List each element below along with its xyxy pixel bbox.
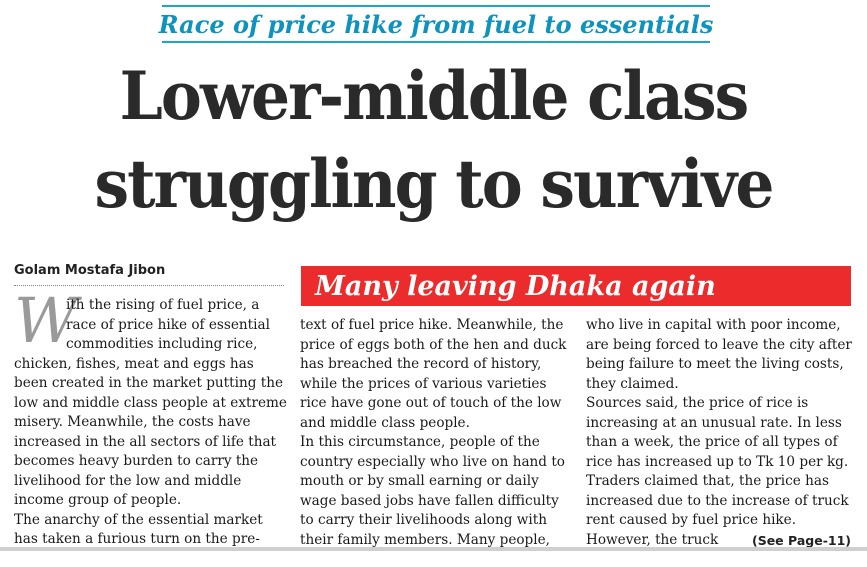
headline (30, 52, 836, 228)
column-line: ith the rising of fuel price, a (66, 297, 260, 313)
kicker-banner (158, 5, 714, 43)
column-line: while the prices of various varieties (300, 375, 547, 392)
column-line: increased in the all sectors of life that (14, 433, 277, 450)
column-line: commodities including rice, (66, 336, 258, 352)
column-line: low and middle class people at extreme (14, 394, 287, 411)
column-line: and middle class people. (300, 414, 470, 431)
column-line: increased due to the increase of truck (586, 492, 849, 509)
column-line: rice has increased up to Tk 10 per kg. (586, 453, 849, 470)
kicker-text: Race of price hike from fuel to essentials (158, 9, 714, 39)
column-line: being failure to meet the living costs, (586, 356, 844, 372)
drop-cap: W (14, 284, 78, 357)
column-line: than a week, the price of all types of (586, 434, 838, 450)
column-line: income group of people. (14, 492, 182, 508)
column-line: has breached the record of history, (300, 356, 542, 372)
column-line: The anarchy of the essential market (14, 511, 263, 528)
column-line: to carry their livelihoods along with (300, 512, 547, 528)
headline-line-2: struggling to survive (94, 145, 773, 223)
bottom-divider (0, 547, 867, 551)
headline-line-1: Lower-middle class (119, 57, 748, 135)
article-column-3 (586, 316, 861, 550)
column-line: been created in the market putting the (14, 375, 283, 391)
subhead-text: Many leaving Dhaka again (315, 270, 716, 302)
column-line: misery. Meanwhile, the costs have (14, 414, 251, 430)
column-line: are being forced to leave the city after (586, 336, 852, 353)
column-line: who live in capital with poor income, (586, 317, 841, 333)
column-line: race of price hike of essential (66, 316, 270, 333)
column-line: rice have gone out of touch of the low (300, 395, 562, 411)
column-line: In this circumstance, people of the (300, 434, 540, 450)
column-line: wage based jobs have fallen difficulty (300, 492, 559, 509)
subhead-banner (301, 266, 851, 306)
continuation-link[interactable]: (See Page-11) (751, 532, 851, 548)
byline: Golam Mostafa Jibon (14, 263, 166, 278)
column-line: mouth or by small earning or daily (300, 473, 539, 489)
column-line: text of fuel price hike. Meanwhile, the (300, 317, 564, 333)
column-line: they claimed. (586, 375, 679, 392)
column-line: Sources said, the price of rice is (586, 395, 809, 411)
column-line: chicken, fishes, meat and eggs has (14, 355, 254, 372)
column-line: becomes heavy burden to carry the (14, 453, 259, 469)
article-column-1 (14, 296, 289, 550)
column-line: rent caused by fuel price hike. (586, 512, 797, 528)
column-line: livelihood for the low and middle (14, 472, 242, 489)
column-line: Traders claimed that, the price has (586, 473, 829, 489)
article-column-2 (300, 316, 575, 550)
column-line: has taken a furious turn on the pre- (14, 531, 260, 547)
column-line: However, the truck (586, 531, 719, 548)
column-line: country especially who live on hand to (300, 453, 565, 470)
column-line: price of eggs both of the hen and duck (300, 336, 567, 353)
column-line: their family members. Many people, (300, 531, 550, 548)
column-line: increasing at an unusual rate. In less (586, 414, 842, 431)
